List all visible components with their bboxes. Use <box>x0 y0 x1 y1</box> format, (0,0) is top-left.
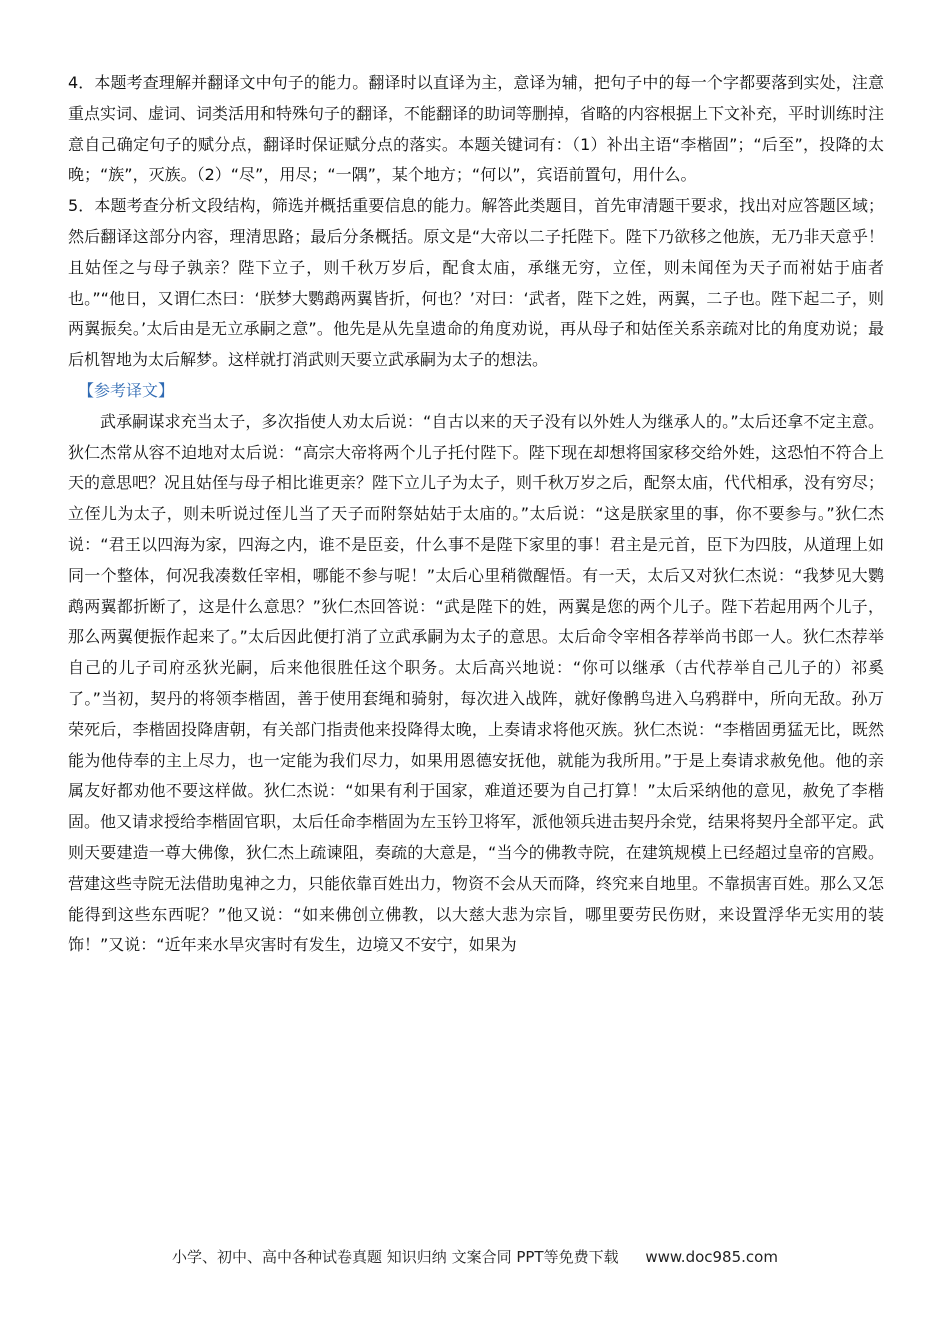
footer-site-link[interactable]: www.doc985.com <box>645 1248 778 1266</box>
footer-text: 小学、初中、高中各种试卷真题 知识归纳 文案合同 PPT等免费下载 <box>172 1248 619 1266</box>
answer-explanation-5: 5．本题考查分析文段结构，筛选并概括重要信息的能力。解答此类题目，首先审清题干要求，找出对应答题区域；然后翻译这部分内容，理清思路；最后分条概括。原文是“大帝以二子托陛下。陛下乃欲移之他族，无乃非天意乎！且姑侄之与母子孰亲？陛下立子，则千秋万岁后，配食太庙，承继无穷，立侄，则未闻侄为天子而祔姑于庙者也。”“他日，又谓仁杰曰：‘朕梦大鹦鹉两翼皆折，何也？’对曰：‘武者，陛下之姓，两翼，二子也。陛下起二子，则两翼振矣。’太后由是无立承嗣之意”。他先是从先皇遗命的角度劝说，再从母子和姑侄关系亲疏对比的角度劝说；最后机智地为太后解梦。这样就打消武则天要立武承嗣为太子的想法。 <box>68 196 884 370</box>
answer-explanation-4: 4．本题考查理解并翻译文中句子的能力。翻译时以直译为主，意译为辅，把句子中的每一个字都要落到实处，注意重点实词、虚词、词类活用和特殊句子的翻译，不能翻译的助词等删掉，省略的内容根据上下文补充，平时训练时注意自己确定句子的赋分点，翻译时保证赋分点的落实。本题关键词有：（1）补出主语“李楷固”；“后至”，投降的太晚；“族”，灭族。（2）“尽”，用尽；“一隅”，某个地方；“何以”，宾语前置句，用什么。 <box>68 73 885 185</box>
reference-translation-text: 武承嗣谋求充当太子，多次指使人劝太后说：“自古以来的天子没有以外姓人为继承人的。”太后还拿不定主意。狄仁杰常从容不迫地对太后说：“高宗大帝将两个儿子托付陛下。陛下现在却想将国家移交给外姓，这恐怕不符合上天的意思吧？况且姑侄与母子相比谁更亲？陛下立儿子为太子，则千秋万岁之后，配祭太庙，代代相承，没有穷尽；立侄儿为太子，则未听说过侄儿当了天子而附祭姑姑于太庙的。”太后说：“这是朕家里的事，你不要参与。”狄仁杰说：“君王以四海为家，四海之内，谁不是臣妾，什么事不是陛下家里的事！君主是元首，臣下为四肢，从道理上如同一个整体，何况我凑数任宰相，哪能不参与呢！”太后心里稍微醒悟。有一天，太后又对狄仁杰说：“我梦见大鹦鹉两翼都折断了，这是什么意思？”狄仁杰回答说：“武是陛下的姓，两翼是您的两个儿子。陛下若起用两个儿子，那么两翼便振作起来了。”太后因此便打消了立武承嗣为太子的意思。太后命令宰相各荐举尚书郎一人。狄仁杰荐举自己的儿子司府丞狄光嗣，后来他很胜任这个职务。太后高兴地说：“你可以继承（古代荐举自己儿子的）祁奚了。”当初，契丹的将领李楷固，善于使用套绳和骑射，每次进入战阵，就好像鹘鸟进入乌鸦群中，所向无敌。孙万荣死后，李楷固投降唐朝，有关部门指责他来投降得太晚，上奏请求将他灭族。狄仁杰说：“李楷固勇猛无比，既然能为他侍奉的主上尽力，也一定能为我们尽力，如果用恩德安抚他，就能为我所用。”于是上奏请求赦免他。他的亲属友好都劝他不要这样做。狄仁杰说：“如果有利于国家，难道还要为自己打算！”太后采纳他的意见，赦免了李楷固。他又请求授给李楷固官职，太后任命李楷固为左玉钤卫将军，派他领兵进击契丹余党，结果将契丹全部平定。武则天要建造一尊大佛像，狄仁杰上疏谏阻，奏疏的大意是，“当今的佛教寺院，在建筑规模上已经超过皇帝的宫殿。营建这些寺院无法借助鬼神之力，只能依靠百姓出力，物资不会从天而降，终究来自地里。不靠损害百姓。那么又怎能得到这些东西呢？”他又说：“如来佛创立佛教，以大慈大悲为宗旨，哪里要劳民伤财，来设置浮华无实用的装饰！”又说：“近年来水旱灾害时有发生，边境又不安宁，如果为 <box>68 411 885 955</box>
reference-translation-heading: 【参考译文】 <box>78 380 175 400</box>
page-footer <box>0 1246 950 1267</box>
document-body <box>68 68 884 961</box>
